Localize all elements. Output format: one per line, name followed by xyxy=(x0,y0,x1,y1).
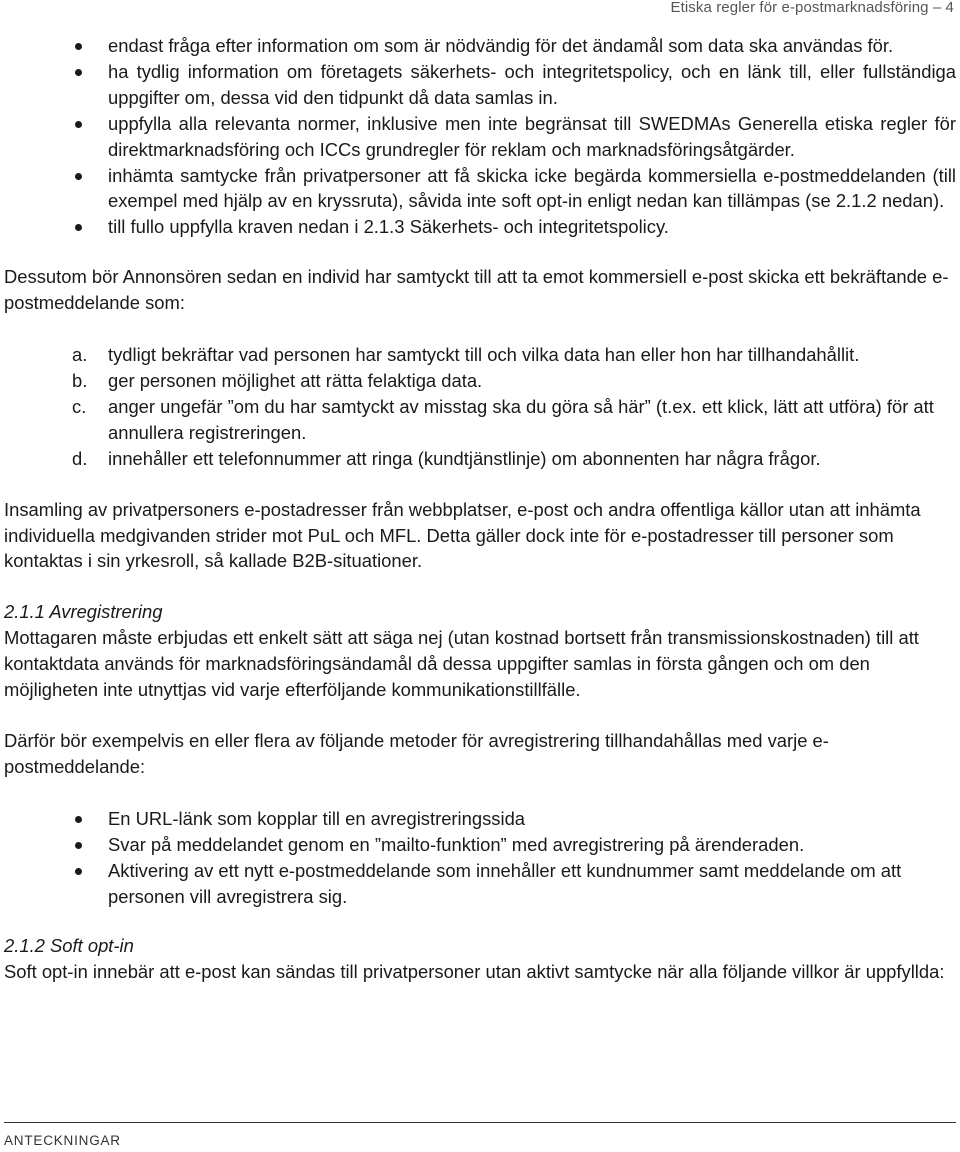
list-item xyxy=(4,368,956,394)
section-heading-soft-opt-in: 2.1.2 Soft opt-in xyxy=(4,935,134,957)
list-item-text: innehåller ett telefonnummer att ringa (kundtjänstlinje) om abonnenten har några frågor. xyxy=(108,447,821,469)
list-marker: a. xyxy=(72,344,88,366)
list-item: Svar på meddelandet genom en ”mailto-funktion” med avregistrering på ärenderaden. xyxy=(4,832,956,858)
list-item: Aktivering av ett nytt e-postmeddelande som innehåller ett kundnummer samt meddelande om att personen vill avregistrera sig. xyxy=(4,858,956,910)
list-item: uppfylla alla relevanta normer, inklusive men inte begränsat till SWEDMAs Generella etiska regler för direktmarknadsföring och ICCs grundregler för reklam och marknadsföringsåtgärder. xyxy=(4,111,956,163)
list-item-text: ger personen möjlighet att rätta felaktiga data. xyxy=(108,369,483,391)
list-item: inhämta samtycke från privatpersoner att få skicka icke begärda kommersiella e-postmeddelanden (till exempel med hjälp av en kryssruta), såvida inte soft opt-in enligt nedan kan tillämpas (se 2.1.2 nedan). xyxy=(4,163,956,215)
list-marker: b. xyxy=(72,369,88,391)
paragraph-confirmation-email: Dessutom bör Annonsören sedan en individ har samtyckt till att ta emot kommersiell e-post skicka ett bekräftande e-postmeddelande som: xyxy=(4,266,949,314)
list-item xyxy=(4,342,956,368)
confirmation-lettered-list xyxy=(4,342,956,472)
footer-divider xyxy=(4,1122,956,1123)
list-item-text: anger ungefär ”om du har samtyckt av misstag ska du göra så här” (t.ex. ett klick, lätt att utföra) för att annullera registreringen. xyxy=(108,395,934,443)
page-body xyxy=(4,33,956,985)
list-item-text: tydligt bekräftar vad personen har samtyckt till och vilka data han eller hon har tillhandahållit. xyxy=(108,344,860,366)
paragraph-email-collection: Insamling av privatpersoners e-postadresser från webbplatser, e-post och andra offentliga källor utan att inhämta individuella medgivanden strider mot PuL och MFL. Detta gäller dock inte för e-postadresser till personer som kontaktas i sin yrkesroll, så kallade B2B-situationer. xyxy=(4,498,921,572)
list-item: till fullo uppfylla kraven nedan i 2.1.3 Säkerhets- och integritetspolicy. xyxy=(4,214,956,240)
list-item: ha tydlig information om företagets säkerhets- och integritetspolicy, och en länk till, eller fullständiga uppgifter om, dessa vid den tidpunkt då data samlas in. xyxy=(4,59,956,111)
list-marker: d. xyxy=(72,447,88,469)
list-marker: c. xyxy=(72,395,87,417)
requirements-bullet-list xyxy=(4,33,956,240)
paragraph-unsubscribe-methods: Därför bör exempelvis en eller flera av följande metoder för avregistrering tillhandahållas med varje e-postmeddelande: xyxy=(4,730,829,777)
list-item xyxy=(4,394,956,446)
paragraph-soft-opt-in: Soft opt-in innebär att e-post kan sändas till privatpersoner utan aktivt samtycke när alla följande villkor är uppfyllda: xyxy=(4,961,945,983)
list-item xyxy=(4,446,956,472)
unsubscribe-methods-list xyxy=(4,806,956,910)
footer-notes-label: ANTECKNINGAR xyxy=(4,1133,121,1148)
section-heading-avregistrering: 2.1.1 Avregistrering xyxy=(4,601,163,623)
list-item: En URL-länk som kopplar till en avregistreringssida xyxy=(4,806,956,832)
running-header: Etiska regler för e-postmarknadsföring – 4 xyxy=(670,0,954,16)
list-item: endast fråga efter information om som är nödvändig för det ändamål som data ska användas för. xyxy=(4,33,956,59)
paragraph-avregistrering: Mottagaren måste erbjudas ett enkelt sätt att säga nej (utan kostnad bortsett från transmissionskostnaden) till att kontaktdata används för marknadsföringsändamål då dessa uppgifter samlas in första gången och om den möjligheten inte utnyttjas vid varje efterföljande kommunikationstillfälle. xyxy=(4,627,919,701)
